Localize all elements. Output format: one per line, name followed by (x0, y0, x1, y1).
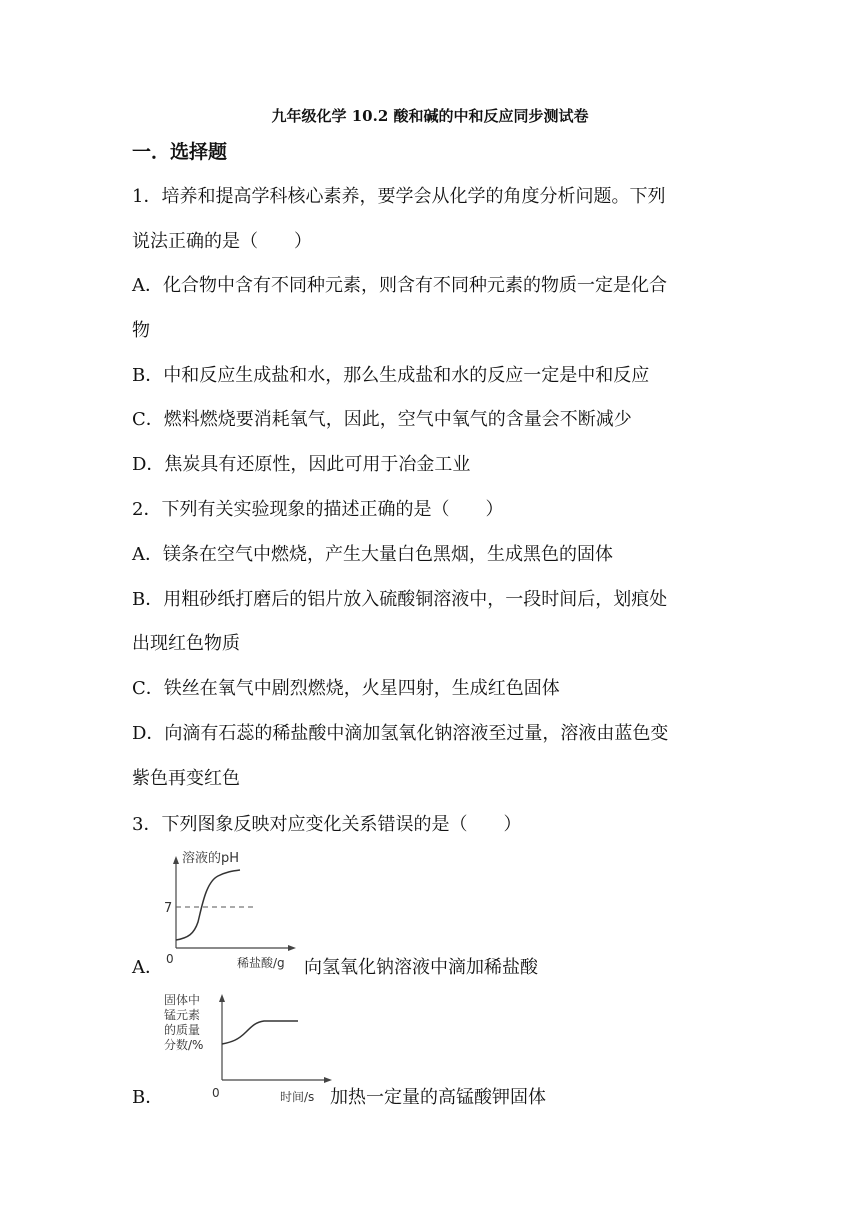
page-title: 九年级化学 10.2 酸和碱的中和反应同步测试卷 (271, 107, 589, 125)
graph-b-y-arrow (219, 994, 225, 1002)
graph-a-curve (176, 870, 240, 940)
q2-option-b-line-2: 出现红色物质 (132, 633, 240, 654)
graph-a-tick-7: 7 (164, 901, 173, 916)
q2-stem: 2．下列有关实验现象的描述正确的是（ ） (132, 499, 504, 520)
graph-a-ylabel: 溶液的pH (182, 851, 240, 866)
graph-a-xlabel: 稀盐酸/g (237, 956, 285, 970)
section-heading: 一．选择题 (132, 141, 228, 163)
graph-b-mass-fraction-curve (160, 988, 340, 1110)
q2-option-d-line-2: 紫色再变红色 (132, 768, 240, 789)
q3-option-b-text: 加热一定量的高锰酸钾固体 (330, 1087, 546, 1108)
q1-option-d: D．焦炭具有还原性，因此可用于冶金工业 (132, 454, 471, 475)
q1-option-a-line-1: A．化合物中含有不同种元素，则含有不同种元素的物质一定是化合 (132, 275, 667, 296)
q3-stem: 3．下列图象反映对应变化关系错误的是（ ） (132, 814, 522, 835)
graph-b-xlabel: 时间/s (280, 1090, 315, 1104)
q2-option-c: C．铁丝在氧气中剧烈燃烧，火星四射，生成红色固体 (132, 678, 560, 699)
q1-stem-line-2: 说法正确的是（ ） (132, 231, 312, 252)
graph-b-ylabel-3: 的质量 (164, 1023, 201, 1037)
graph-b-origin: 0 (212, 1086, 220, 1100)
q3-option-b-label: B． (132, 1087, 164, 1108)
graph-a-ph-curve (160, 846, 310, 976)
graph-a-y-arrow (173, 856, 179, 864)
q2-option-a: A．镁条在空气中燃烧，产生大量白色黑烟，生成黑色的固体 (132, 544, 613, 565)
q2-option-d-line-1: D．向滴有石蕊的稀盐酸中滴加氢氧化钠溶液至过量，溶液由蓝色变 (132, 723, 669, 744)
q3-option-a-label: A． (132, 957, 163, 978)
graph-b-x-arrow (324, 1077, 332, 1083)
q3-option-a-text: 向氢氧化钠溶液中滴加稀盐酸 (304, 957, 538, 978)
q1-option-a-line-2: 物 (132, 320, 150, 341)
graph-b-ylabel-1: 固体中 (164, 993, 201, 1007)
graph-a-origin: 0 (166, 952, 174, 966)
graph-a-x-arrow (288, 945, 296, 951)
graph-b-curve (222, 1021, 298, 1044)
q1-option-b: B．中和反应生成盐和水，那么生成盐和水的反应一定是中和反应 (132, 365, 650, 386)
graph-b-ylabel-2: 锰元素 (164, 1008, 201, 1022)
q1-stem-line-1: 1．培养和提高学科核心素养，要学会从化学的角度分析问题。下列 (132, 186, 666, 207)
q2-option-b-line-1: B．用粗砂纸打磨后的铝片放入硫酸铜溶液中，一段时间后，划痕处 (132, 589, 668, 610)
q1-option-c: C．燃料燃烧要消耗氧气，因此，空气中氧气的含量会不断减少 (132, 409, 632, 430)
graph-b-ylabel-4: 分数/% (164, 1038, 204, 1052)
